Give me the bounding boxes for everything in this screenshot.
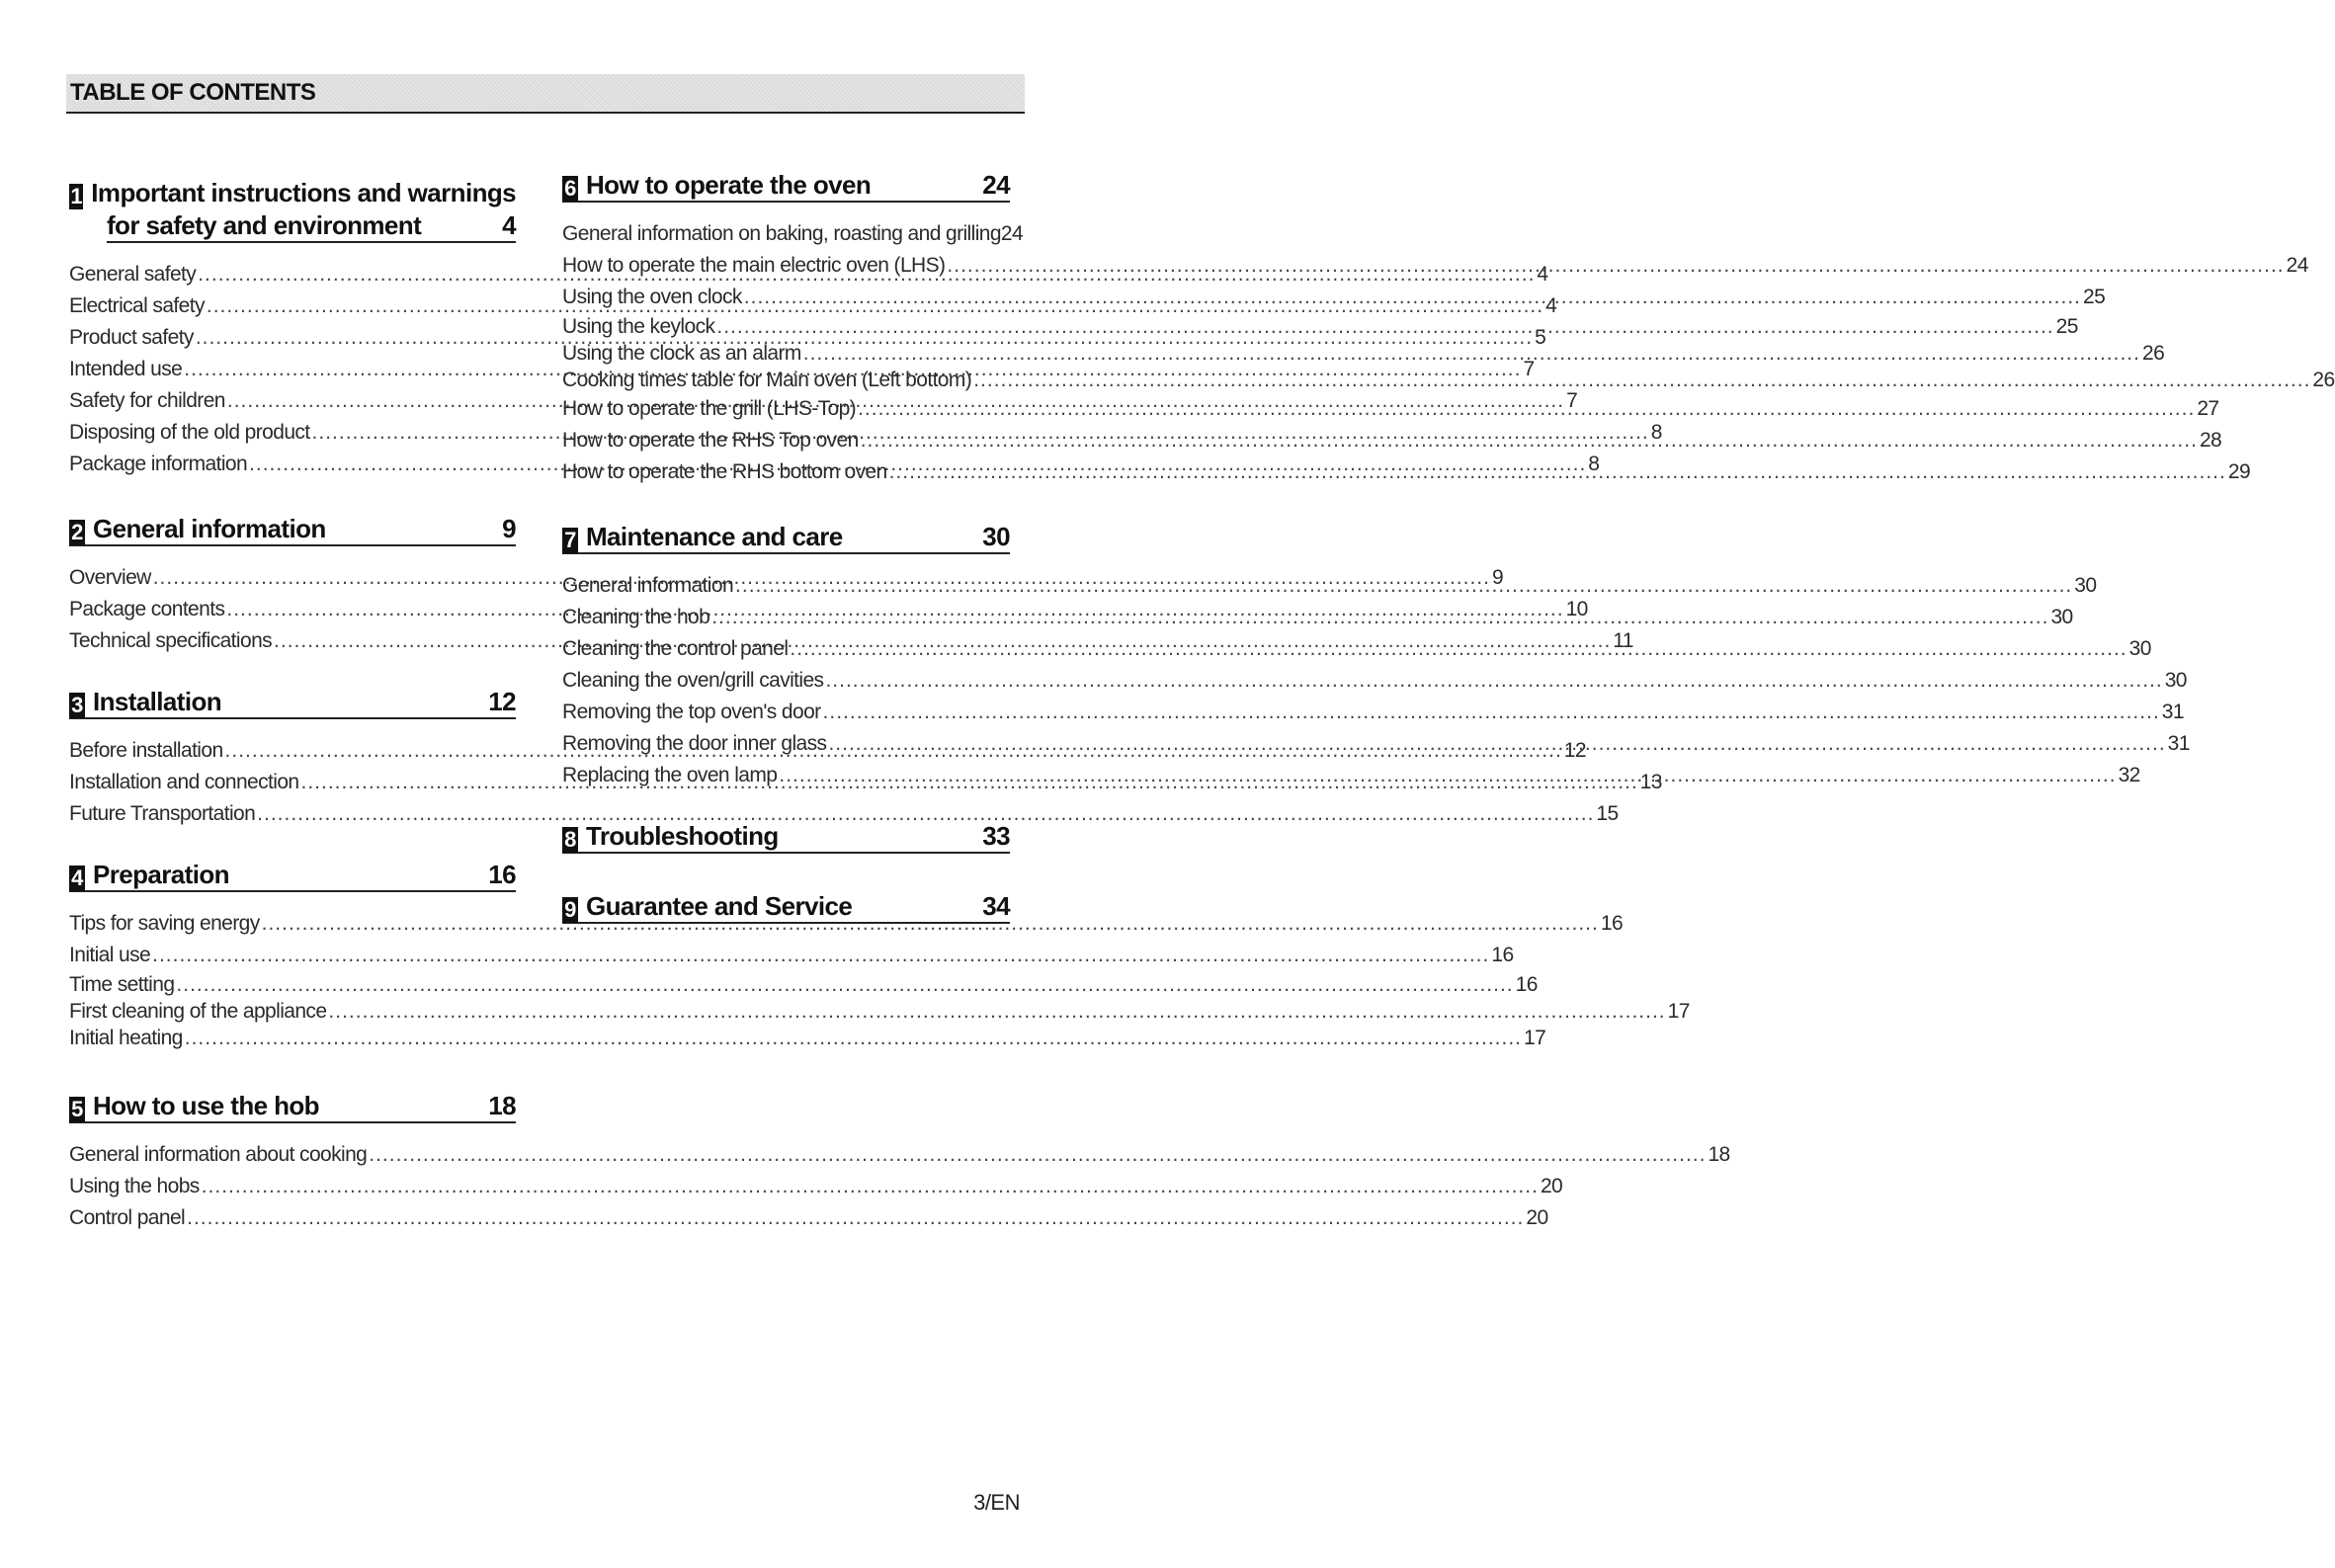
entry-label: Cleaning the control panel: [562, 637, 789, 660]
toc-entry[interactable]: [562, 665, 2187, 697]
entry-label: Cleaning the oven/grill cavities: [562, 669, 824, 692]
entry-label: Product safety: [69, 326, 194, 349]
section-number: 8: [562, 827, 578, 853]
section-page: 30: [982, 522, 1010, 551]
entry-page: 30: [2128, 637, 2151, 660]
toc-entry[interactable]: [69, 1139, 1730, 1171]
entry-page: 13: [1639, 771, 1662, 793]
toc-entry[interactable]: [69, 940, 1514, 971]
page-number: 3/EN: [973, 1490, 1020, 1515]
entry-page: 20: [1526, 1206, 1548, 1229]
section-page: 18: [488, 1091, 516, 1120]
toc-entry[interactable]: [69, 971, 1538, 998]
entry-page: 25: [2055, 315, 2078, 338]
header-band: [66, 74, 1025, 114]
section-title: Important instructions and warnings: [91, 178, 516, 207]
entry-page: 17: [1524, 1027, 1546, 1049]
section-title: Maintenance and care: [586, 522, 843, 551]
dot-leader: [858, 393, 2195, 425]
entry-label: Electrical safety: [69, 294, 205, 317]
entry-page: 32: [2118, 764, 2140, 786]
dot-leader: [716, 313, 2053, 340]
entry-page: 30: [2050, 606, 2073, 628]
entry-page: 16: [1491, 944, 1514, 966]
dot-leader: [202, 1171, 1539, 1202]
entry-label: General information about cooking: [69, 1143, 368, 1166]
entry-label: Disposing of the old product: [69, 421, 310, 444]
entry-page: 30: [2074, 574, 2097, 597]
dot-leader: [744, 282, 2081, 313]
entry-page: 4: [1537, 263, 1548, 286]
toc-entry[interactable]: [69, 798, 1619, 830]
dot-leader: [973, 367, 2310, 393]
dot-leader: [185, 1025, 1522, 1051]
toc-section-5: [69, 1091, 1730, 1234]
section-heading[interactable]: [69, 860, 516, 892]
toc-section-6: [562, 170, 2335, 488]
dot-leader: [328, 998, 1665, 1025]
entry-page: 7: [1566, 389, 1578, 412]
entry-label: Installation and connection: [69, 771, 299, 793]
section-number: 1: [70, 184, 82, 208]
section-title: Guarantee and Service: [586, 891, 853, 921]
section-heading[interactable]: [562, 821, 1010, 854]
entry-page: 27: [2197, 397, 2219, 420]
entry-label: Cooking times table for Main oven (Left bottom): [562, 369, 972, 391]
entry-label: Safety for children: [69, 389, 225, 412]
entry-label: How to operate the RHS bottom oven: [562, 460, 887, 483]
section-entries: [562, 218, 2335, 488]
entry-page: 16: [1515, 973, 1538, 996]
toc-entry[interactable]: [562, 456, 2251, 488]
section-number: 4: [69, 866, 85, 891]
section-number: 6: [562, 176, 578, 202]
dot-leader: [790, 633, 2127, 665]
entry-label: Removing the top oven's door: [562, 701, 821, 723]
entry-label: Time setting: [69, 973, 175, 996]
section-title: Installation: [93, 687, 222, 716]
toc-entry[interactable]: [562, 570, 2097, 602]
toc-entry[interactable]: [69, 998, 1690, 1025]
section-page: 33: [982, 821, 1010, 851]
dot-leader: [803, 340, 2140, 367]
entry-page: 17: [1667, 1000, 1690, 1023]
entry-page: 15: [1596, 802, 1619, 825]
dot-leader: [825, 665, 2162, 697]
section-heading[interactable]: [562, 170, 1010, 203]
entry-label: General safety: [69, 263, 197, 286]
toc-entry[interactable]: [69, 1202, 1548, 1234]
section-title: Troubleshooting: [586, 821, 779, 851]
section-title: General information: [93, 514, 326, 543]
toc-entry[interactable]: [562, 425, 2222, 456]
entry-page: 5: [1535, 326, 1546, 349]
section-page: 9: [502, 514, 516, 543]
section-page: 4: [502, 210, 516, 240]
entry-label: How to operate the grill (LHS-Top): [562, 397, 857, 420]
entry-label: Future Transportation: [69, 802, 256, 825]
toc-section-9: [562, 891, 1010, 924]
entry-page: 10: [1565, 598, 1588, 620]
toc-entry[interactable]: [562, 250, 2308, 282]
entry-label: Overview: [69, 566, 151, 589]
toc-entry[interactable]: [562, 340, 2165, 367]
entry-label: Using the oven clock: [562, 286, 742, 308]
entry-page: 26: [2312, 369, 2335, 391]
entry-label: Using the keylock: [562, 315, 715, 338]
entry-label: Control panel: [69, 1206, 186, 1229]
dot-leader: [711, 602, 2048, 633]
section-title: How to operate the oven: [586, 170, 872, 200]
toc-entry[interactable]: [562, 697, 2184, 728]
entry-page: 8: [1588, 453, 1600, 475]
entry-label: Using the clock as an alarm: [562, 342, 801, 365]
entry-label: Using the hobs: [69, 1175, 200, 1197]
section-page: 34: [982, 891, 1010, 921]
section-number: 7: [562, 528, 578, 553]
entry-label: Initial use: [69, 944, 151, 966]
section-heading[interactable]: [69, 514, 516, 546]
entry-label: Tips for saving energy: [69, 912, 260, 935]
entry-page: 9: [1491, 566, 1504, 589]
toc-section-8: [562, 821, 1010, 854]
section-number: 5: [69, 1097, 85, 1122]
entry-label: How to operate the RHS Top oven: [562, 429, 859, 452]
dot-leader: [152, 940, 1489, 971]
dot-leader: [828, 728, 2165, 760]
section-heading[interactable]: [69, 687, 516, 719]
entry-page: 25: [2083, 286, 2106, 308]
section-entries: [69, 1139, 1730, 1234]
toc-entry[interactable]: [69, 1025, 1546, 1051]
section-page: 16: [488, 860, 516, 889]
entry-label: Intended use: [69, 358, 183, 380]
toc-entry[interactable]: [562, 218, 1024, 250]
dot-leader: [187, 1202, 1524, 1234]
section-title: Preparation: [93, 860, 229, 889]
toc-entry[interactable]: [69, 1171, 1563, 1202]
dot-leader: [735, 570, 2072, 602]
section-number: 3: [69, 693, 85, 718]
section-number: 2: [69, 520, 85, 545]
section-heading[interactable]: [69, 1091, 516, 1123]
toc-entry[interactable]: [69, 908, 1624, 940]
entry-page: 26: [2141, 342, 2165, 365]
section-page: 12: [488, 687, 516, 716]
toc-entry[interactable]: [562, 282, 2106, 313]
page-title: TABLE OF CONTENTS: [70, 79, 316, 106]
entry-page: 29: [2227, 460, 2251, 483]
entry-page: 4: [1545, 294, 1557, 317]
toc-entry[interactable]: [562, 313, 2078, 340]
dot-leader: [779, 760, 2116, 791]
dot-leader: [176, 971, 1513, 998]
entry-label: Initial heating: [69, 1027, 183, 1049]
dot-leader: [823, 697, 2160, 728]
section-page: 24: [982, 170, 1010, 200]
entry-page: 30: [2164, 669, 2187, 692]
dot-leader: [889, 456, 2226, 488]
entry-label: Cleaning the hob: [562, 606, 710, 628]
dot-leader: [369, 1139, 1706, 1171]
entry-page: 31: [2161, 701, 2184, 723]
section-entries: [69, 908, 1690, 1051]
section-title-continued: for safety and environment: [107, 210, 422, 240]
entry-page: 28: [2199, 429, 2222, 452]
entry-label: Before installation: [69, 739, 223, 762]
entry-page: 16: [1600, 912, 1624, 935]
entry-label: How to operate the main electric oven (LHS): [562, 254, 946, 277]
entry-label: Technical specifications: [69, 629, 273, 652]
entry-page: 7: [1523, 358, 1535, 380]
entry-label: Package information: [69, 453, 248, 475]
entry-page: 8: [1650, 421, 1662, 444]
entry-page: 12: [1563, 739, 1586, 762]
entry-label: Removing the door inner glass: [562, 732, 827, 755]
entry-page: 18: [1708, 1143, 1730, 1166]
section-title: How to use the hob: [93, 1091, 319, 1120]
section-heading[interactable]: [69, 178, 516, 243]
entry-label: General information on baking, roasting and grilling: [562, 222, 1001, 245]
dot-leader: [947, 250, 2284, 282]
entry-page: 24: [2286, 254, 2308, 277]
entry-label: First cleaning of the appliance: [69, 1000, 327, 1023]
section-heading[interactable]: [562, 522, 1010, 554]
section-number: 9: [562, 897, 578, 923]
entry-label: General information: [562, 574, 734, 597]
entry-page: 11: [1613, 629, 1633, 652]
entry-page: 24: [1000, 222, 1024, 245]
entry-label: Package contents: [69, 598, 225, 620]
section-heading[interactable]: [562, 891, 1010, 924]
entry-label: Replacing the oven lamp: [562, 764, 778, 786]
dot-leader: [861, 425, 2198, 456]
entry-page: 31: [2167, 732, 2190, 755]
toc-entry[interactable]: [562, 367, 2335, 393]
toc-entry[interactable]: [562, 393, 2219, 425]
entry-page: 20: [1540, 1175, 1563, 1197]
